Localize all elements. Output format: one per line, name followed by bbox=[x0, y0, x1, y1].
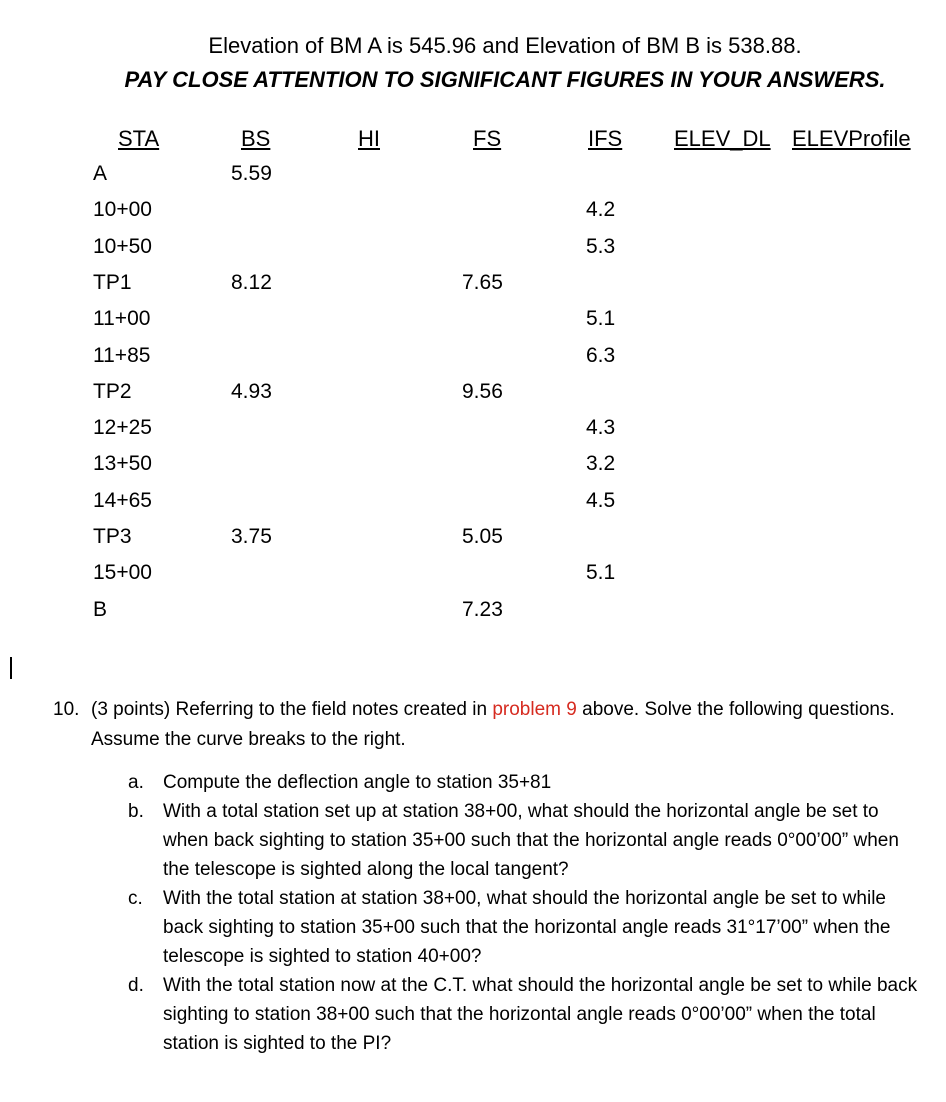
cell-bs: 3.75 bbox=[231, 525, 272, 548]
part-label: d. bbox=[128, 975, 144, 996]
cell-ifs: 4.3 bbox=[586, 416, 616, 439]
col-header-bs: BS bbox=[241, 126, 271, 151]
col-header-fs: FS bbox=[473, 126, 502, 151]
question-part-c bbox=[128, 884, 928, 971]
cell-sta: A bbox=[93, 162, 108, 185]
question-number: 10. bbox=[53, 699, 80, 720]
question-part-a bbox=[128, 768, 928, 797]
cell-fs: 7.65 bbox=[462, 271, 503, 294]
cell-bs: 5.59 bbox=[231, 162, 272, 185]
cell-sta: 11+00 bbox=[93, 307, 151, 330]
cell-sta: 15+00 bbox=[93, 561, 152, 584]
cell-sta: 10+00 bbox=[93, 198, 152, 221]
cell-fs: 5.05 bbox=[462, 525, 503, 548]
question-10 bbox=[53, 695, 913, 755]
part-text: With the total station at station 38+00, what should the horizontal angle be set to while back sighting to station 35+00 such that the horizontal angle reads 31°17’00” when the telescope is sighted to station 40+00? bbox=[163, 888, 891, 967]
cell-ifs: 5.1 bbox=[586, 561, 616, 584]
cell-sta: 13+50 bbox=[93, 452, 152, 475]
problem-9-link[interactable]: problem 9 bbox=[492, 699, 577, 720]
cell-ifs: 4.2 bbox=[586, 198, 616, 221]
question-text-before: (3 points) Referring to the field notes created in bbox=[91, 699, 493, 720]
cell-fs: 7.23 bbox=[462, 598, 503, 621]
part-label: b. bbox=[128, 801, 144, 822]
cell-ifs: 5.3 bbox=[586, 235, 616, 258]
col-header-sta: STA bbox=[118, 126, 160, 151]
elevation-statement: Elevation of BM A is 545.96 and Elevation of BM B is 538.88. bbox=[208, 33, 802, 58]
cell-sta: 14+65 bbox=[93, 489, 152, 512]
cell-ifs: 3.2 bbox=[586, 452, 616, 475]
text-cursor bbox=[10, 657, 12, 679]
cell-ifs: 6.3 bbox=[586, 344, 616, 367]
cell-bs: 4.93 bbox=[231, 380, 272, 403]
cell-ifs: 4.5 bbox=[586, 489, 616, 512]
part-text: With the total station now at the C.T. what should the horizontal angle be set to while back sighting to station 38+00 such that the horizontal angle reads 0°00’00” when the total station is sighted to the PI? bbox=[163, 975, 918, 1054]
question-part-b bbox=[128, 797, 928, 884]
significant-figures-warning: PAY CLOSE ATTENTION TO SIGNIFICANT FIGURES IN YOUR ANSWERS. bbox=[124, 67, 886, 92]
cell-sta: TP1 bbox=[93, 271, 132, 294]
part-label: c. bbox=[128, 888, 143, 909]
cell-sta: 10+50 bbox=[93, 235, 152, 258]
cell-bs: 8.12 bbox=[231, 271, 272, 294]
col-header-ifs: IFS bbox=[588, 126, 623, 151]
col-header-elev-dl: ELEV_DL bbox=[674, 126, 771, 151]
cell-sta: TP3 bbox=[93, 525, 132, 548]
cell-sta: TP2 bbox=[93, 380, 132, 403]
question-part-d bbox=[128, 971, 928, 1058]
part-text: With a total station set up at station 38+00, what should the horizontal angle be set to when back sighting to station 35+00 such that the horizontal angle reads 0°00’00” when the telescope is sighted along the local tangent? bbox=[163, 801, 899, 880]
cell-sta: 12+25 bbox=[93, 416, 152, 439]
question-text bbox=[91, 695, 913, 755]
part-text: Compute the deflection angle to station 35+81 bbox=[163, 772, 552, 793]
cell-sta: B bbox=[93, 598, 108, 621]
cell-fs: 9.56 bbox=[462, 380, 503, 403]
cell-sta: 11+85 bbox=[93, 344, 151, 367]
part-label: a. bbox=[128, 772, 144, 793]
cell-ifs: 5.1 bbox=[586, 307, 616, 330]
col-header-elev-profile: ELEVProfile bbox=[792, 126, 911, 151]
question-text-after: above. Solve the following questions. Assume the curve breaks to the right. bbox=[91, 699, 895, 750]
col-header-hi: HI bbox=[358, 126, 380, 151]
